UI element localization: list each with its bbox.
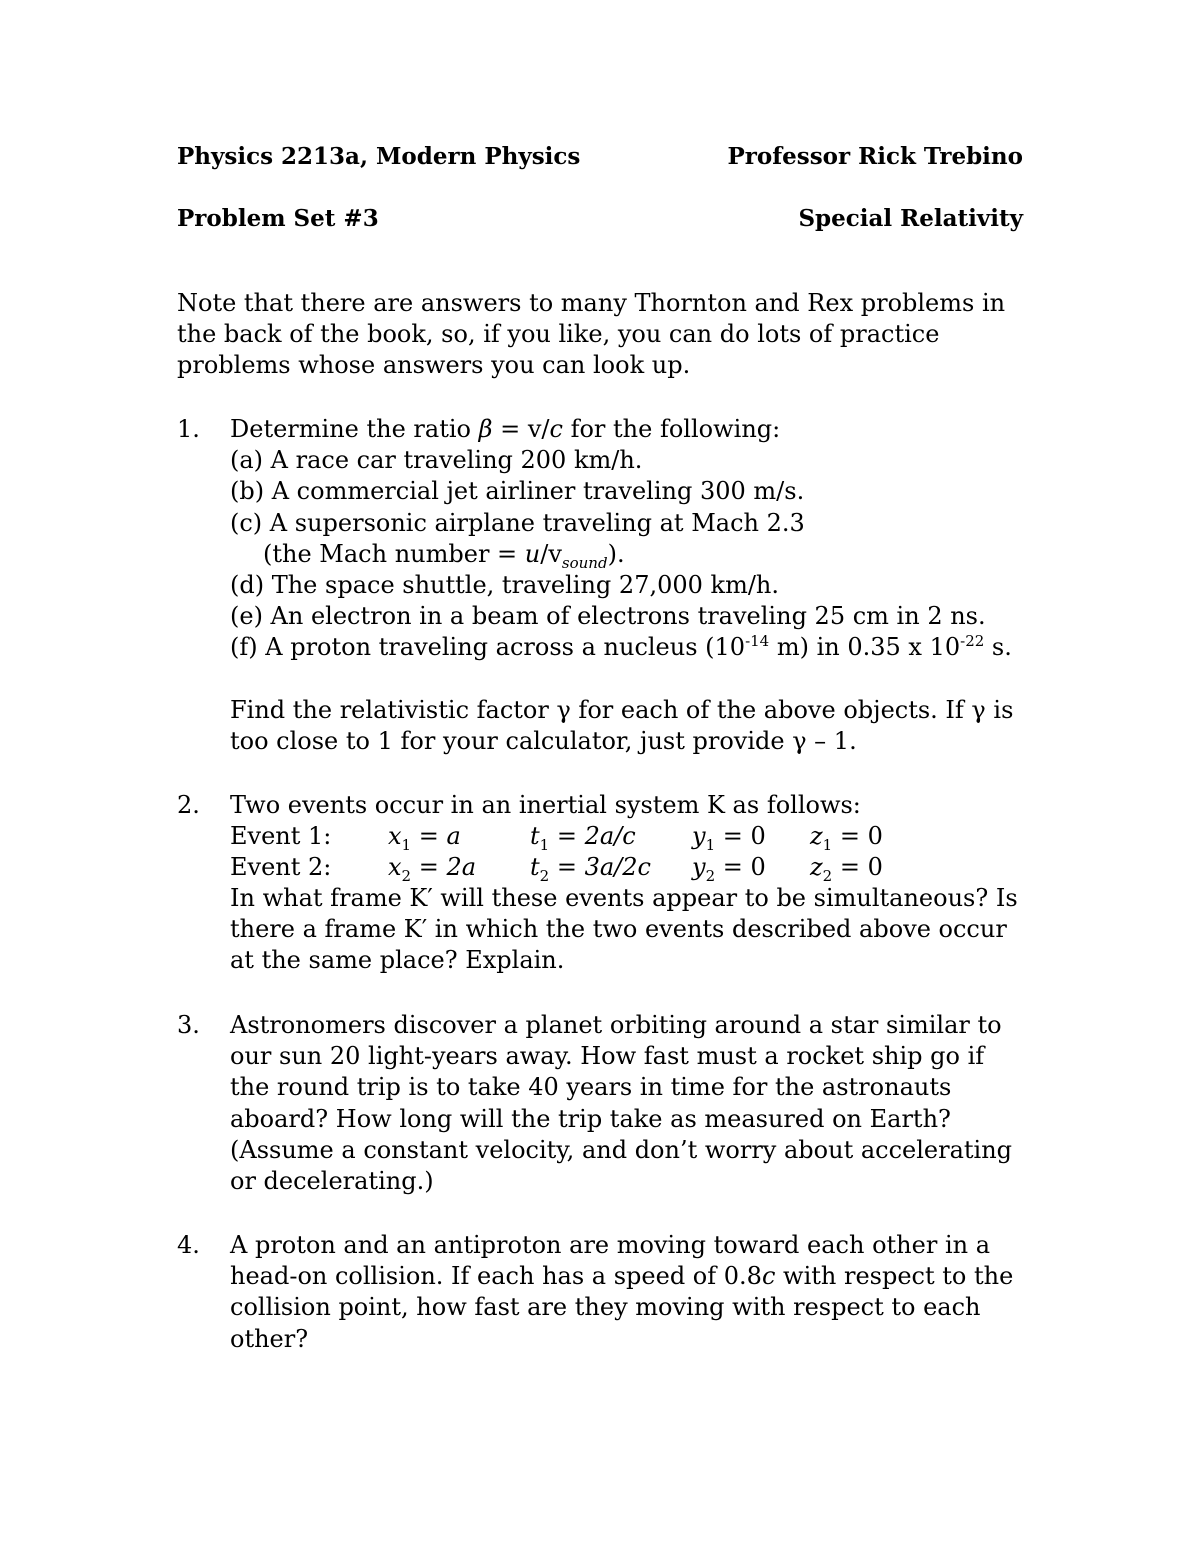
problem-1-item-c: (c) A supersonic airplane traveling at Mach 2.3	[230, 508, 805, 537]
problem-3-number: 3.	[177, 1011, 200, 1039]
header-row-2	[177, 205, 1023, 232]
problem-4-body: A proton and an antiproton are moving toward each other in a head-on collision. If each has a speed of 0.8c with respect to the collision point, how fast are they moving with respect to each other?	[230, 1231, 1014, 1353]
problem-2-question: In what frame K′ will these events appear to be simultaneous? Is there a frame K′ in which the two events described above occur at the same place? Explain.	[230, 884, 1018, 975]
problem-2-intro: Two events occur in an inertial system K as follows:	[230, 791, 861, 819]
intro-paragraph: Note that there are answers to many Thornton and Rex problems in the back of the book, so, if you like, you can do lots of practice problems whose answers you can look up.	[177, 289, 1006, 380]
problem-1-item-c-note: (the Mach number = $u/v_{sound}$).	[263, 539, 625, 572]
topic-title: Special Relativity	[798, 205, 1023, 232]
problem-1-lead: Determine the ratio β = v/c for the following:	[230, 415, 781, 443]
problem-2-number: 2.	[177, 791, 200, 819]
problem-1-item-a: (a) A race car traveling 200 km/h.	[230, 446, 643, 475]
problem-1-item-e: (e) An electron in a beam of electrons traveling 25 cm in 2 ns.	[230, 602, 986, 631]
problem-1-body	[230, 414, 1080, 757]
problem-3-body: Astronomers discover a planet orbiting around a star similar to our sun 20 light-years away. How fast must a rocket ship go if the round trip is to take 40 years in time for the astronauts aboard? How long will the trip take as measured on Earth? (Assume a constant velocity, and don’t worry about accelerating or decelerating.)	[230, 1011, 1013, 1196]
problem-1-gamma-line-2: too close to 1 for your calculator, just provide γ – 1.	[230, 726, 857, 755]
problem-4-number: 4.	[177, 1231, 200, 1259]
problem-1-item-b: (b) A commercial jet airliner traveling 300 m/s.	[230, 477, 805, 506]
problem-set-title: Problem Set #3	[177, 205, 379, 232]
document-page: Physics 2213a, Modern Physics Professor Rick Trebino Problem Set #3 Special Relativity Note that there are answers to many Thornton and Rex problems in the back of the book, so, if you like, you can do lots of practice problems whose answers you can look up. 1. Determine the ratio β = v/c for the following: (a) A race car traveling 200 km/h. (b) A commercial jet airliner traveling 300 m/s. (c) A supersonic airplane traveling at Mach 2.3 (the Mach number = $u/v_{sound}$). (d) The space shuttle, traveling 27,000 km/h. (e) An electron in a beam of electrons traveling 25 cm in 2 ns. (f) A proton traveling across a nucleus ($10^{-14}$ m) in 0.35 x $10^{-22}$ s. Find the relativistic factor γ for each of the above objects. If γ is too close to 1 for your calculator, just provide γ – 1. 2. Two events occur in an inertial system K as follows: Event 1: $x_1 = a$ $t_1 = 2a/c$ $y_1 = 0$ $z_1 = 0$ Event 2: $x_2 = 2a$ $t_2 = 3a/2c$ $y_2 = 0$ $z_2 = 0$ In what frame K′ will these events appear to be simultaneous? Is there a frame K′ in which the two events described above occur at the same place? Explain. 3. Astronomers discover a planet orbiting around a star similar to our sun 20 light-years away. How fast must a rocket ship go if the round trip is to take 40 years in time for the astronauts aboard? How long will the trip take as measured on Earth? (Assume a constant velocity, and don’t worry about accelerating or decelerating.) 4. A proton and an antiproton are moving toward each other in a head-on collision. If each has a speed of 0.8c with respect to the collision point, how fast are they moving with respect to each other?	[0, 0, 1200, 1553]
professor-name: Professor Rick Trebino	[727, 143, 1023, 170]
problem-1-item-f: (f) A proton traveling across a nucleus ($10^{-14}$ m) in 0.35 x $10^{-22}$ s.	[230, 632, 1012, 662]
problem-1-gamma-line-1: Find the relativistic factor γ for each of the above objects. If γ is	[230, 695, 1014, 724]
header-row-1	[177, 143, 1023, 170]
problem-1-item-d: (d) The space shuttle, traveling 27,000 km/h.	[230, 571, 779, 600]
problem-1-number: 1.	[177, 415, 200, 443]
course-title: Physics 2213a, Modern Physics	[177, 143, 581, 170]
